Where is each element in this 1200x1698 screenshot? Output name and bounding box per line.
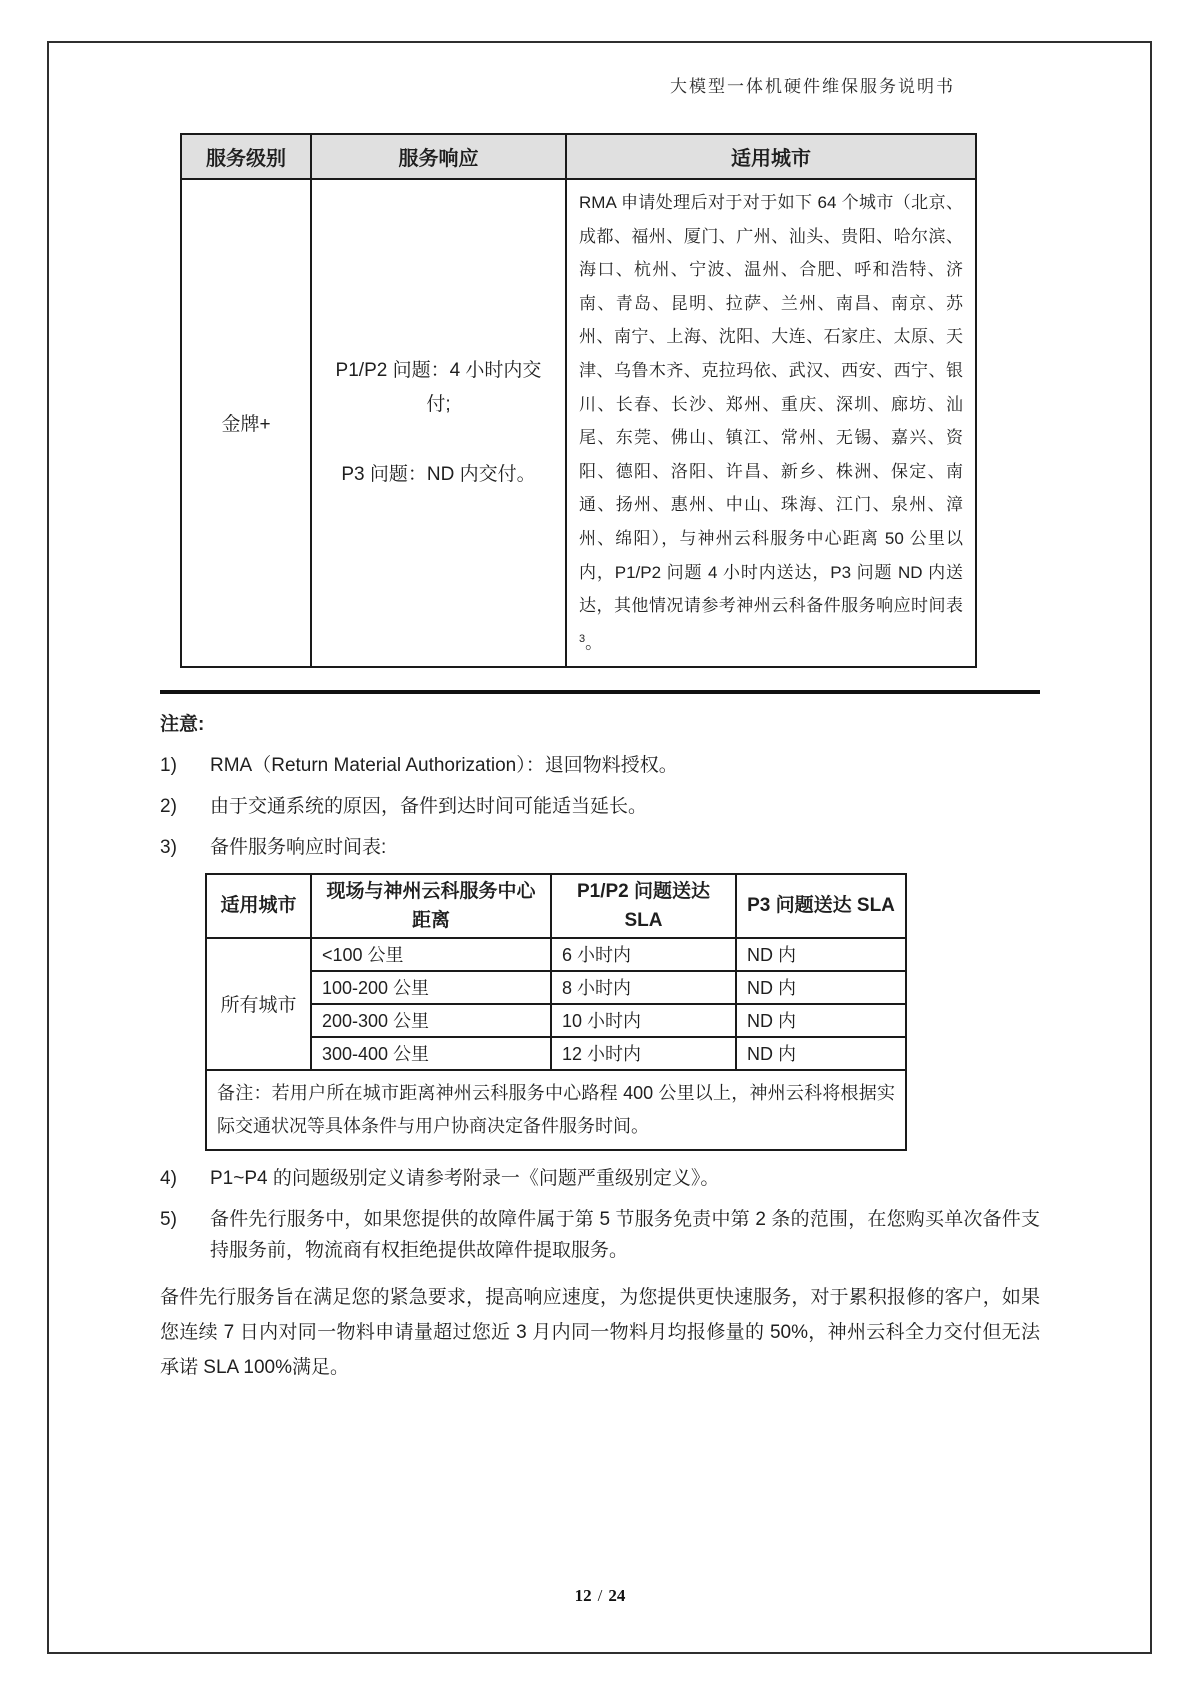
service-level-table-header-row	[181, 134, 976, 179]
footnote-reference: 3	[579, 632, 586, 645]
closing-paragraph: 备件先行服务旨在满足您的紧急要求，提高响应速度，为您提供更快速服务，对于累积报修的客户，如果您连续 7 日内对同一物料申请量超过您近 3 月内同一物料月均报修量的 50%，神州云科全力交付但无法承诺 SLA 100%满足。	[160, 1286, 1040, 1378]
header-service-level: 服务级别	[181, 134, 311, 179]
p12-sla-cell: 10 小时内	[551, 1004, 736, 1037]
header-applicable-cities: 适用城市	[566, 134, 976, 179]
note-item-4	[160, 1163, 1040, 1194]
note-number: 3)	[160, 836, 177, 858]
header-p3-sla: P3 问题送达 SLA	[736, 874, 906, 938]
response-line-2: P3 问题：ND 内交付。	[341, 463, 536, 485]
note-number: 2)	[160, 795, 177, 817]
note-text: 由于交通系统的原因，备件到达时间可能适当延长。	[210, 795, 648, 817]
total-page-number: 24	[608, 1586, 626, 1605]
p12-sla-cell: 12 小时内	[551, 1037, 736, 1070]
page-number-separator: /	[597, 1586, 603, 1605]
table-row	[206, 1037, 906, 1070]
table-row	[206, 1004, 906, 1037]
sla-table	[205, 873, 907, 1151]
notes-title: 注意:	[160, 713, 205, 735]
table-row	[181, 179, 976, 667]
p12-sla-cell: 8 小时内	[551, 971, 736, 1004]
service-level-table	[180, 133, 977, 668]
applicable-cities-cell	[566, 179, 976, 667]
note-text: 备件先行服务中，如果您提供的故障件属于第 5 节服务免责中第 2 条的范围，在您购买单次备件支持服务前，物流商有权拒绝提供故障件提取服务。	[210, 1208, 1040, 1261]
page-number	[0, 1586, 1200, 1606]
header-distance: 现场与神州云科服务中心距离	[311, 874, 551, 938]
p3-sla-cell: ND 内	[736, 938, 906, 971]
document-header-title: 大模型一体机硬件维保服务说明书	[670, 77, 955, 96]
note-number: 4)	[160, 1167, 177, 1189]
note-number: 5)	[160, 1208, 177, 1230]
p3-sla-cell: ND 内	[736, 971, 906, 1004]
p3-sla-cell: ND 内	[736, 1037, 906, 1070]
note-text: 备件服务响应时间表:	[210, 836, 387, 858]
sla-table-remark: 备注：若用户所在城市距离神州云科服务中心路程 400 公里以上，神州云科将根据实际交通状况等具体条件与用户协商决定备件服务时间。	[206, 1070, 906, 1150]
page-content	[160, 133, 1040, 1385]
header-city-scope: 适用城市	[206, 874, 311, 938]
note-item-5	[160, 1204, 1040, 1266]
section-divider	[160, 690, 1040, 694]
distance-cell: 300-400 公里	[311, 1037, 551, 1070]
distance-cell: 200-300 公里	[311, 1004, 551, 1037]
header-p12-sla: P1/P2 问题送达 SLA	[551, 874, 736, 938]
city-scope-cell: 所有城市	[206, 938, 311, 1070]
table-row	[206, 971, 906, 1004]
response-line-1: P1/P2 问题：4 小时内交付;	[335, 359, 542, 415]
distance-cell: <100 公里	[311, 938, 551, 971]
note-item-2	[160, 791, 1040, 822]
service-level-cell: 金牌+	[181, 179, 311, 667]
cities-text-end: 。	[585, 633, 603, 653]
sla-table-header-row	[206, 874, 906, 938]
table-row	[206, 938, 906, 971]
note-number: 1)	[160, 754, 177, 776]
note-text: RMA（Return Material Authorization）：退回物料授权。	[210, 754, 678, 776]
service-response-cell	[311, 179, 566, 667]
header-service-response: 服务响应	[311, 134, 566, 179]
p3-sla-cell: ND 内	[736, 1004, 906, 1037]
table-row	[206, 1070, 906, 1150]
distance-cell: 100-200 公里	[311, 971, 551, 1004]
note-text: P1~P4 的问题级别定义请参考附录一《问题严重级别定义》。	[210, 1167, 720, 1189]
note-item-3	[160, 832, 1040, 863]
p12-sla-cell: 6 小时内	[551, 938, 736, 971]
current-page-number: 12	[574, 1586, 592, 1605]
cities-text: RMA 申请处理后对于对于如下 64 个城市（北京、成都、福州、厦门、广州、汕头、贵阳、哈尔滨、海口、杭州、宁波、温州、合肥、呼和浩特、济南、青岛、昆明、拉萨、兰州、南昌、南京、苏州、南宁、上海、沈阳、大连、石家庄、太原、天津、乌鲁木齐、克拉玛依、武汉、西安、西宁、银川、长春、长沙、郑州、重庆、深圳、廊坊、汕尾、东莞、佛山、镇江、常州、无锡、嘉兴、资阳、德阳、洛阳、许昌、新乡、株洲、保定、南通、扬州、惠州、中山、珠海、江门、泉州、漳州、绵阳），与神州云科服务中心距离 50 公里以内，P1/P2 问题 4 小时内送达，P3 问题 ND 内送达，其他情况请参考神州云科备件服务响应时间表	[579, 193, 963, 616]
note-item-1	[160, 750, 1040, 781]
